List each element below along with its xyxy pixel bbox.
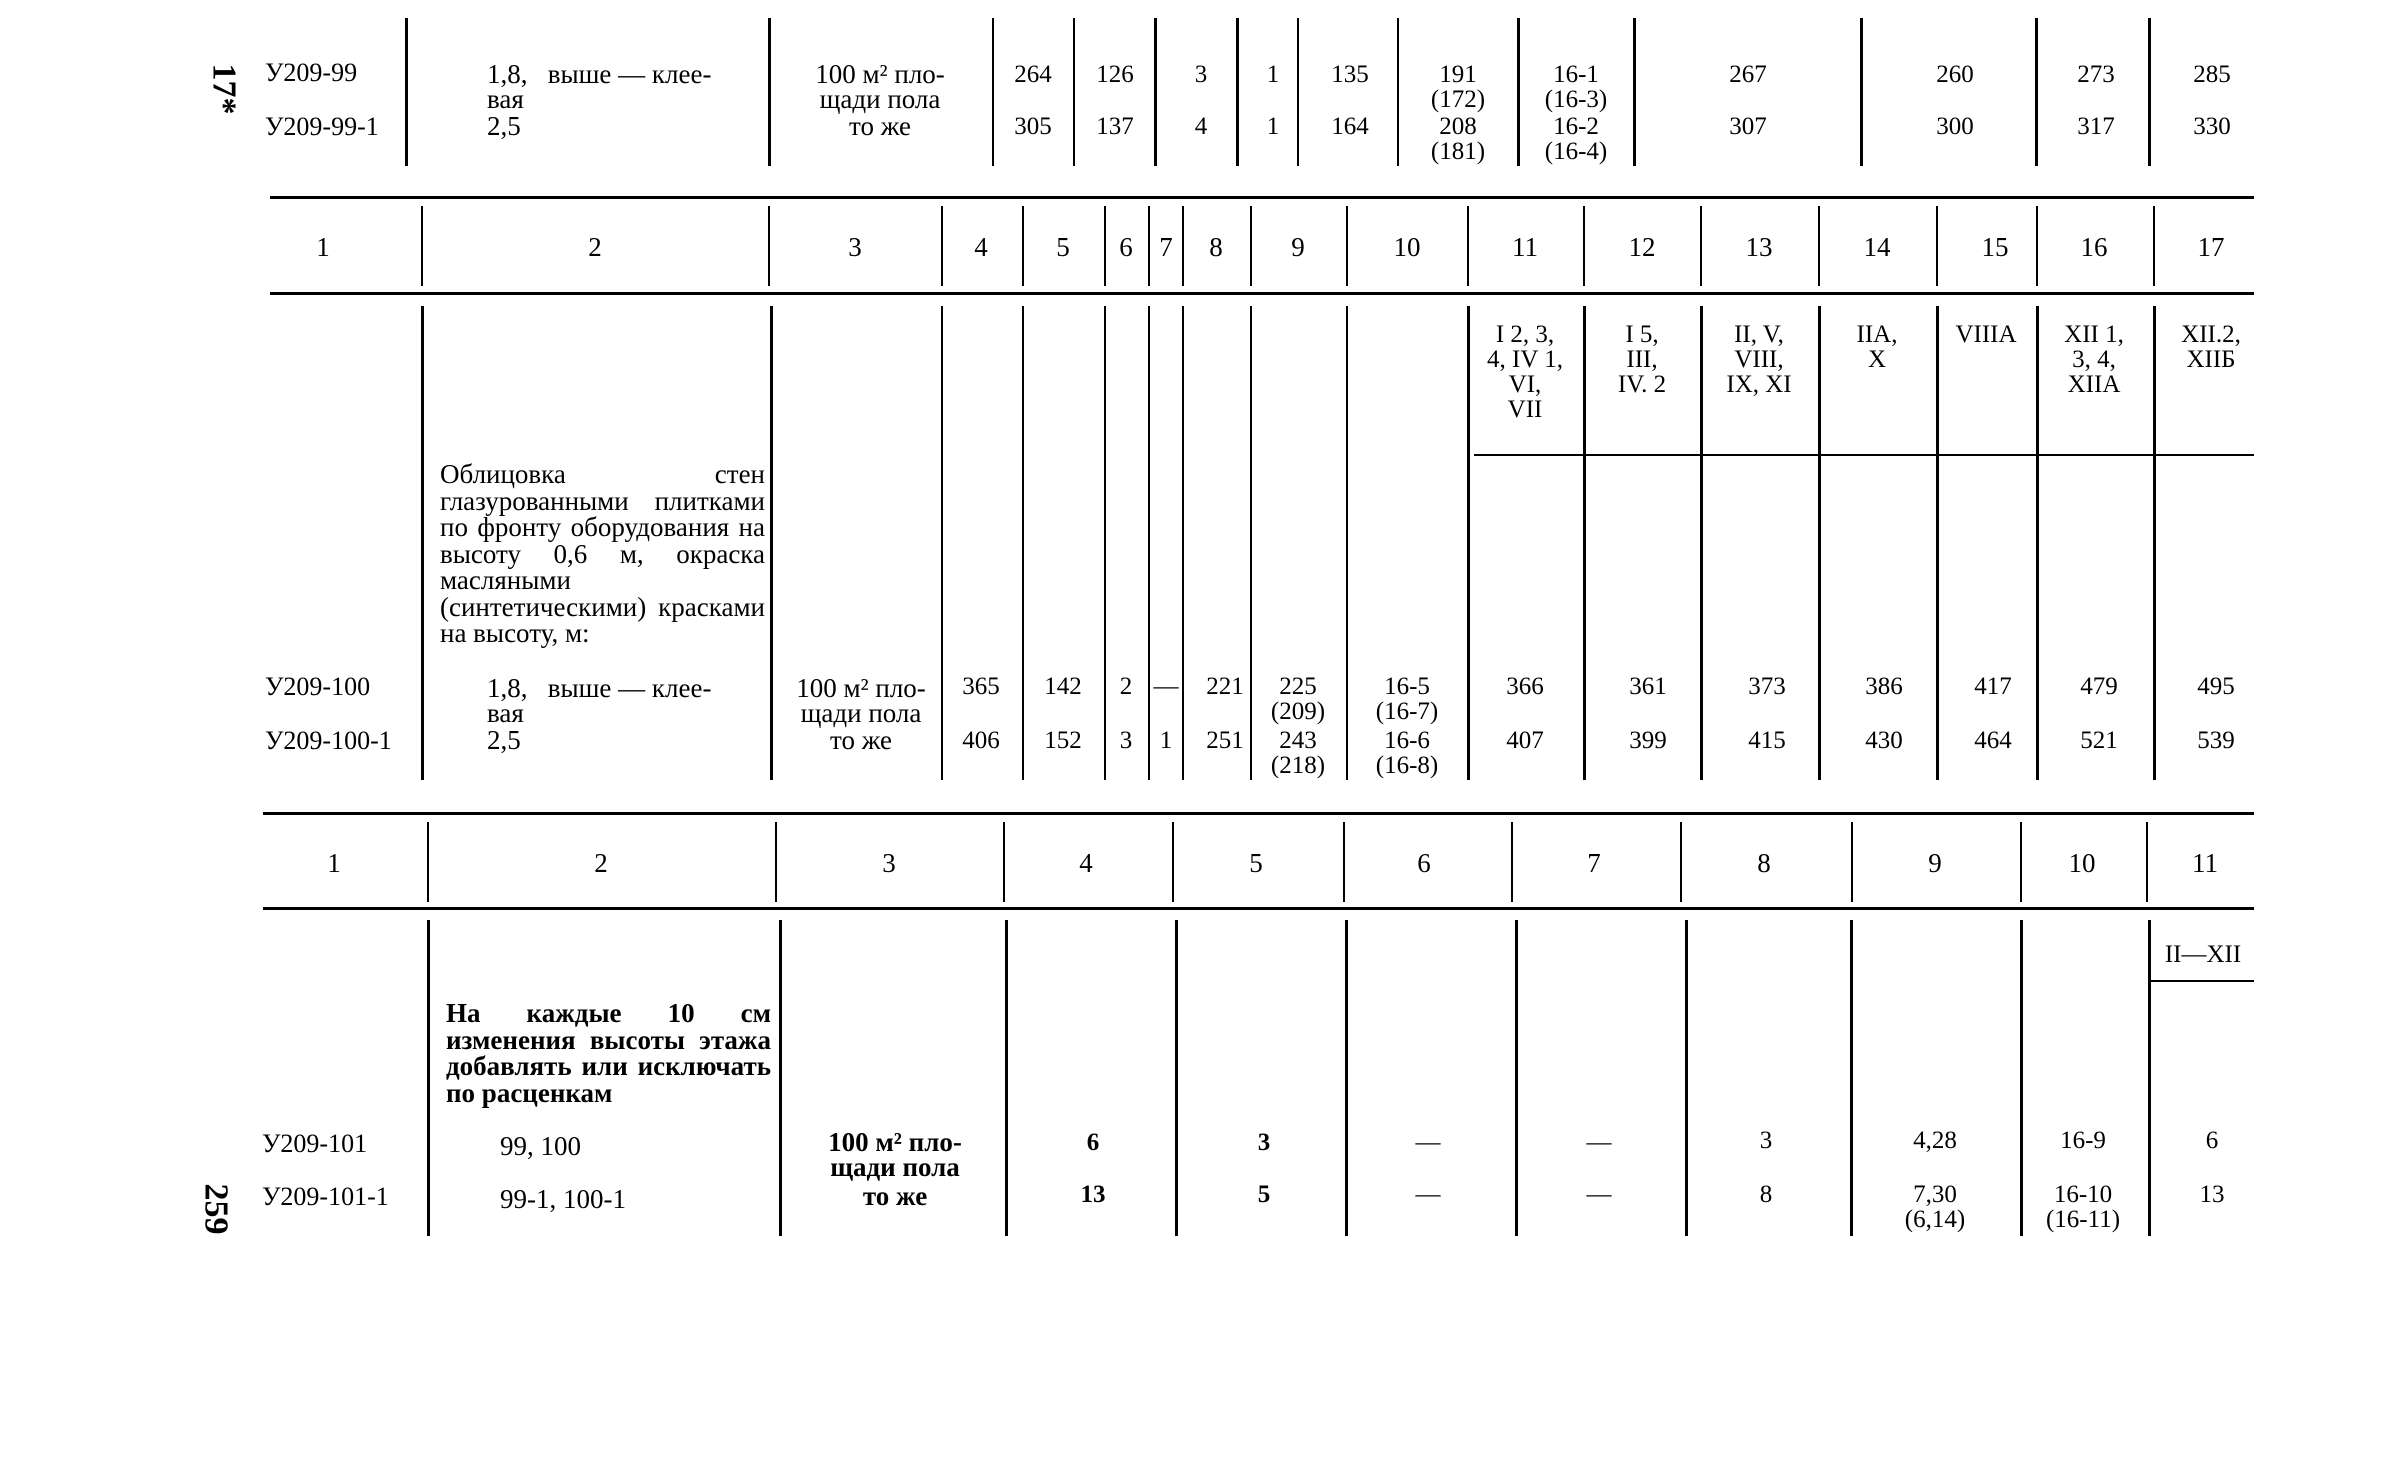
rule [1583,306,1586,780]
rule [1685,920,1688,1236]
cell-c7: 1 [1266,61,1280,88]
row-height: 2,5 [487,725,521,755]
rule [1700,306,1703,780]
cell-c8: 135 [1331,61,1369,88]
rule [1003,822,1005,902]
zone-rule [2150,980,2254,982]
cell-c13: 373 [1748,673,1786,700]
cell-c11: 307 [1729,113,1767,140]
cell-c14: 430 [1865,727,1903,754]
rule [768,18,771,166]
rule [1250,306,1252,780]
rule [1073,18,1075,166]
row-unit: 100 м² пло- щади пола [828,1127,962,1182]
cell-c11: 407 [1506,727,1544,754]
rule [2020,920,2023,1236]
rule [2148,920,2151,1236]
rule [1172,822,1174,902]
cell-c5: 5 [1257,1181,1271,1208]
cell-c4: 406 [962,727,1000,754]
column-header: 5 [1249,848,1263,878]
cell-c13: 317 [2077,113,2115,140]
rule [941,206,943,286]
column-header: 10 [1393,232,1421,262]
cell-c17: 495 [2197,673,2235,700]
rule [1148,306,1150,780]
rule [1818,306,1821,780]
rule [1022,206,1024,286]
rule [2020,822,2022,902]
column-header: 3 [882,848,896,878]
rule [2036,306,2039,780]
cell-c6: — [1415,1181,1441,1208]
column-header: 11 [2192,848,2218,878]
zone-label: XII.2, XIIБ [2181,321,2241,373]
row-code: У209-101-1 [262,1182,389,1211]
column-header: 3 [848,232,862,262]
cell-c9: 4,28 [1913,1127,1957,1154]
cell-c7: 1 [1159,727,1173,754]
cell-c4: 6 [1086,1129,1100,1156]
rule [1346,306,1348,780]
zone-label: XII 1, 3, 4, XIIA [2064,321,2124,398]
cell-c7: — [1586,1181,1612,1208]
row-rate-ref: 99-1, 100-1 [500,1184,626,1214]
rule [1680,822,1682,902]
cell-c5: 126 [1096,61,1134,88]
rule [2035,18,2038,166]
row-code: У209-99-1 [265,112,379,141]
zone-rule [1474,454,2254,456]
row-code: У209-100 [265,672,371,701]
column-header: 2 [594,848,608,878]
cell-c9: 7,30 (6,14) [1904,1181,1966,1233]
column-header: 2 [588,232,602,262]
cell-c16: 479 [2080,673,2118,700]
row-unit: 100 м² пло- щади пола [796,673,926,728]
row-rate-ref: 99, 100 [500,1131,581,1161]
zone-label: VIIIA [1955,321,2017,348]
rule [779,920,782,1236]
cell-c9: 208 (181) [1430,113,1486,165]
cell-c12: 399 [1629,727,1667,754]
cell-c5: 137 [1096,113,1134,140]
cell-c8: 8 [1759,1181,1773,1208]
rule [1175,920,1178,1236]
rule [2146,822,2148,902]
column-header: 8 [1209,232,1223,262]
rule [1250,206,1252,286]
cell-c4: 305 [1014,113,1052,140]
rule [1022,306,1024,780]
column-header: 15 [1981,232,2009,262]
rule [1850,920,1853,1236]
column-header: 11 [1512,232,1538,262]
column-header: 10 [2068,848,2096,878]
cell-c11: 267 [1729,61,1767,88]
cell-c14: 330 [2193,113,2231,140]
page-marker-top: 17* [205,63,243,115]
cell-c14: 285 [2193,61,2231,88]
rule [1397,18,1399,166]
cell-c6: 3 [1119,727,1133,754]
rule [421,306,424,780]
rule [1860,18,1863,166]
cell-c11: 13 [2199,1181,2225,1208]
cell-c7: 1 [1266,113,1280,140]
column-header: 1 [327,848,341,878]
rule [1467,206,1469,286]
cell-c12: 361 [1629,673,1667,700]
rule [1343,822,1345,902]
rule [768,206,770,286]
cell-c10: 16-5 (16-7) [1375,673,1439,725]
rule [1515,920,1518,1236]
cell-c4: 13 [1080,1181,1106,1208]
rule [2153,206,2155,286]
rule [421,206,423,286]
table-rule [270,292,2254,295]
cell-c15: 417 [1974,673,2012,700]
cell-c9: 191 (172) [1430,61,1486,113]
row-code: У209-100-1 [265,726,392,755]
column-header: 16 [2080,232,2108,262]
rule [1818,206,1820,286]
row-unit: то же [830,725,892,755]
cell-c10: 16-2 (16-4) [1544,113,1608,165]
cell-c10: 16-6 (16-8) [1375,727,1439,779]
cell-c12: 260 [1936,61,1974,88]
rule [1346,206,1348,286]
column-header: 5 [1056,232,1070,262]
work-description: Облицовка стен глазурованными плитками по фронту оборудования на высоту 0,6 м, окраска масляными (синтетическими) красками на высоту, м: [440,459,765,648]
rule [1517,18,1520,166]
rule [1154,18,1157,166]
column-header: 4 [1079,848,1093,878]
column-header: 4 [974,232,988,262]
cell-c6: — [1415,1129,1441,1156]
column-header: 9 [1928,848,1942,878]
rule [1182,306,1184,780]
rule [427,822,429,902]
cell-c13: 415 [1748,727,1786,754]
cell-c10: 16-1 (16-3) [1544,61,1608,113]
rule [2153,306,2156,780]
cell-c5: 152 [1044,727,1082,754]
rule [1297,18,1299,166]
zone-label: II, V, VIII, IX, XI [1726,321,1792,398]
cell-c10: 16-9 [2060,1127,2106,1154]
cell-c5: 142 [1044,673,1082,700]
cell-c8: 221 [1206,673,1244,700]
rule [992,18,994,166]
table-rule [263,907,2254,910]
rule [1633,18,1636,166]
column-header: 9 [1291,232,1305,262]
row-code: У209-101 [262,1129,368,1158]
column-header: 7 [1159,232,1173,262]
rule [405,18,408,166]
rule [427,920,430,1236]
rule [1148,206,1150,286]
row-unit: то же [862,1181,928,1211]
cell-c16: 521 [2080,727,2118,754]
column-header: 6 [1119,232,1133,262]
zone-label: I 5, III, IV. 2 [1617,321,1667,398]
cell-c10: 16-10 (16-11) [2045,1181,2121,1233]
cell-c4: 365 [962,673,1000,700]
rule [2036,206,2038,286]
rule [1936,206,1938,286]
cell-c8: 251 [1206,727,1244,754]
rule [770,306,773,780]
row-height: 2,5 [487,111,521,141]
cell-c11: 366 [1506,673,1544,700]
rule [775,822,777,902]
row-height: 1,8, выше — клее- вая [487,59,712,114]
rule [1345,920,1348,1236]
rule [1583,206,1585,286]
cell-c6: 2 [1119,673,1133,700]
column-header: 8 [1757,848,1771,878]
cell-c5: 3 [1257,1129,1271,1156]
cell-c14: 386 [1865,673,1903,700]
cell-c7: — [1153,673,1179,700]
zone-label: I 2, 3, 4, IV 1, VI, VII [1487,321,1563,423]
zone-label: II—XII [2164,941,2242,968]
rule [1182,206,1184,286]
rule [941,306,943,780]
page-number: 259 [197,1183,235,1235]
column-header: 17 [2197,232,2225,262]
cell-c11: 6 [2205,1127,2219,1154]
work-description: На каждые 10 см изменения высоты этажа добавлять или исключать по расценкам [446,998,771,1108]
rule [1005,920,1008,1236]
cell-c4: 264 [1014,61,1052,88]
row-code: У209-99 [265,58,358,87]
column-header: 6 [1417,848,1431,878]
cell-c9: 243 (218) [1270,727,1326,779]
row-height: 1,8, выше — клее- вая [487,673,712,728]
rule [1467,306,1470,780]
rule [1236,18,1239,166]
row-unit: 100 м² пло- щади пола [815,59,945,114]
cell-c7: — [1586,1129,1612,1156]
cell-c6: 4 [1194,113,1208,140]
cell-c13: 273 [2077,61,2115,88]
cell-c15: 464 [1974,727,2012,754]
column-header: 14 [1863,232,1891,262]
cell-c12: 300 [1936,113,1974,140]
rule [1851,822,1853,902]
cell-c9: 225 (209) [1270,673,1326,725]
rule [1511,822,1513,902]
cell-c8: 3 [1759,1127,1773,1154]
cell-c17: 539 [2197,727,2235,754]
table-rule [263,812,2254,815]
column-header: 7 [1587,848,1601,878]
cell-c6: 3 [1194,61,1208,88]
cell-c8: 164 [1331,113,1369,140]
column-header: 12 [1628,232,1656,262]
column-header: 1 [316,232,330,262]
row-unit: то же [849,111,911,141]
rule [1936,306,1939,780]
rule [1700,206,1702,286]
table-rule [270,196,2254,199]
zone-label: IIA, X [1856,321,1898,373]
rule [2148,18,2151,166]
column-header: 13 [1745,232,1773,262]
rule [1104,206,1106,286]
rule [1104,306,1106,780]
